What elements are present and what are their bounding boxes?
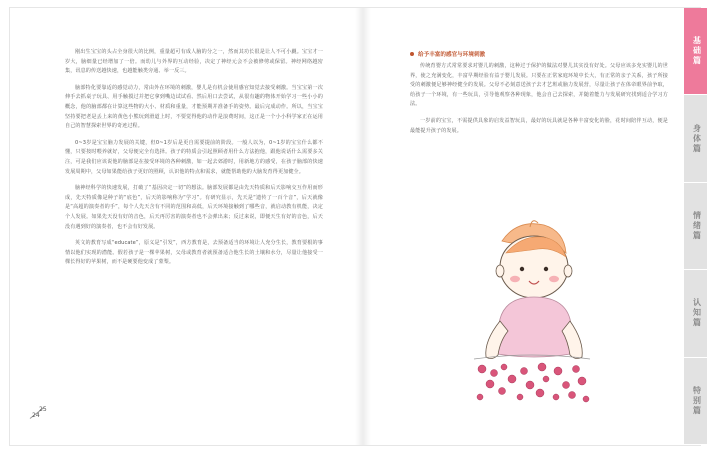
- left-paragraph-2: 脑部特化要靠适的感觉动力，常由外在环境的刺激，婴儿是有机会使用感官知觉去接受刺激。当宝宝第一次伸手去抓桌子玩具、用手触摸过并把它拿到嘴边试试看、然后用口去尝试，从很有趣的物体开始学习一些小小的概念，他的脑部都在计算这些物的大小、材质和重量，才能预期并准备手的姿势。最后完成动作。所以，当宝宝坚持要把老是丢上来的黄色小熊玩到滑道上时，不要觉得他的动作是浪费时间，这正是一个小小科学家正在运用自己的智慧探索世界的奇迹过程。: [65, 84, 323, 130]
- tab-special[interactable]: [684, 358, 707, 445]
- tab-cognition-label: 认知篇: [692, 298, 702, 329]
- toy-balls: [477, 363, 589, 402]
- tab-emotion-label: 情绪篇: [692, 211, 702, 242]
- tab-emotion[interactable]: [684, 183, 707, 270]
- baby-right-cheek: [549, 276, 559, 282]
- tab-basics[interactable]: [684, 8, 707, 95]
- heading-bullet-icon: [410, 52, 414, 56]
- section-heading-text: 给予丰富的感官与环境刺激: [418, 52, 486, 58]
- book-gutter: [355, 8, 371, 445]
- left-paragraph-1: 刚出生宝宝的头占全身很大的比例，重量超可有成人脑的分之一，然而其功长很是让人不可小觑。宝宝才一岁大，脑细量已经增加了一倍。而幼儿与外界的互动经验，决定了神经元会不会被修剪或保留。神经网络越密集，讯息的传送越快速，也越能触类旁通、举一反三。: [65, 49, 323, 75]
- baby-left-ear: [496, 265, 504, 277]
- section-heading: [410, 50, 668, 58]
- right-page-number: 25: [39, 406, 47, 413]
- tab-special-label: 特别篇: [692, 385, 702, 416]
- right-paragraph-2: 一岁前的宝宝，不需提供具象的启发益智玩具，最好的玩具就是各种丰富变化的脸，花时间陪伴互动，便是最能提升孩子的发展。: [410, 117, 668, 134]
- left-paragraph-3: 0~3岁是宝宝脑力发展的关键，但0~1岁后是更自需要提前的阶段。一般人以为，0~1岁的宝宝什么都不懂，只要按时喂养就好，父母便完全有选择。孩子的特质会引起照顾者用什么方法抱他，跟他说话什么需要多关注，可是我们应该说他的脑部是在接受环境的各种刺激，如一起去郊游时，用新地方的感受，在孩子脑部的快速发展周期中，父母如果能给孩子更好的照顾，认识他的特点和需求，就能帮助他的大脑发育得更加健全。: [65, 139, 323, 175]
- baby-left-cheek: [510, 276, 520, 282]
- right-page-body: [410, 50, 668, 143]
- book-spread: [10, 8, 700, 445]
- left-page-number: 24: [32, 412, 40, 419]
- baby-playing-illustration: [472, 201, 592, 406]
- tab-body-label: 身体篇: [692, 123, 702, 154]
- baby-left-eye: [520, 267, 524, 271]
- left-paragraph-5: 英文的教育写成“educate”，原义是“引发”，西方教育是，去预备适当的环境让人充分生长，教育要根的事情以他们实现的潜能。假若孩子是一棵苹果树，父母或教育者就预备适合他生长的土壤和水分，尽量让他接受一棵长得好的苹果树，而不是硬要他变成了蒙梨。: [65, 240, 323, 266]
- left-paragraph-4: 脑神经科学的快速发展，打破了“基因决定一切”的想法。脑部发展都是由先天特质和后天影响交互作用而形成，先天特质像是种子的“底色”，后天的影响称为“学习”。有研究显示，先天是“遗传了一百个音”，后天就像是“高超的演奏者的手”，每个人先天含有不同的范围和高低，后天环境接触到了哪些音，就启动教有机能，决定个人发展。如果先天没有好的音色，后天再厉害的演奏者也不会弹出来；反过来说，即便天生有好的音色，后天没有遇到好的演奏者，也不会有好发展。: [65, 185, 323, 230]
- baby-right-ear: [564, 265, 572, 277]
- baby-right-eye: [544, 267, 548, 271]
- tab-cognition[interactable]: [684, 270, 707, 357]
- tab-basics-label: 基础篇: [692, 36, 702, 67]
- left-page-body: [65, 48, 323, 275]
- chapter-tabs: [684, 8, 707, 445]
- right-paragraph-1: 传统育婴方式常常要求对婴儿的刺激，这种过于保护的做法对婴儿其实没有好处。父母应该多充实婴儿的世界，使之充满变化，丰富早期经验有益于婴儿发展。只要在正常家庭环境中长大，有正常的亲子关系，孩子所接受的刺激便足够神经健全的发展。父母不必刻意送孩子去才艺班或脑力发展营，尽量让孩子在体帝眼界前争取，给孩子一个环境，有一些玩具，引导他观察各种现象，他会自己去探索，并随着能力与发展研究找到适合学习方法。: [410, 63, 668, 108]
- tab-body[interactable]: [684, 95, 707, 182]
